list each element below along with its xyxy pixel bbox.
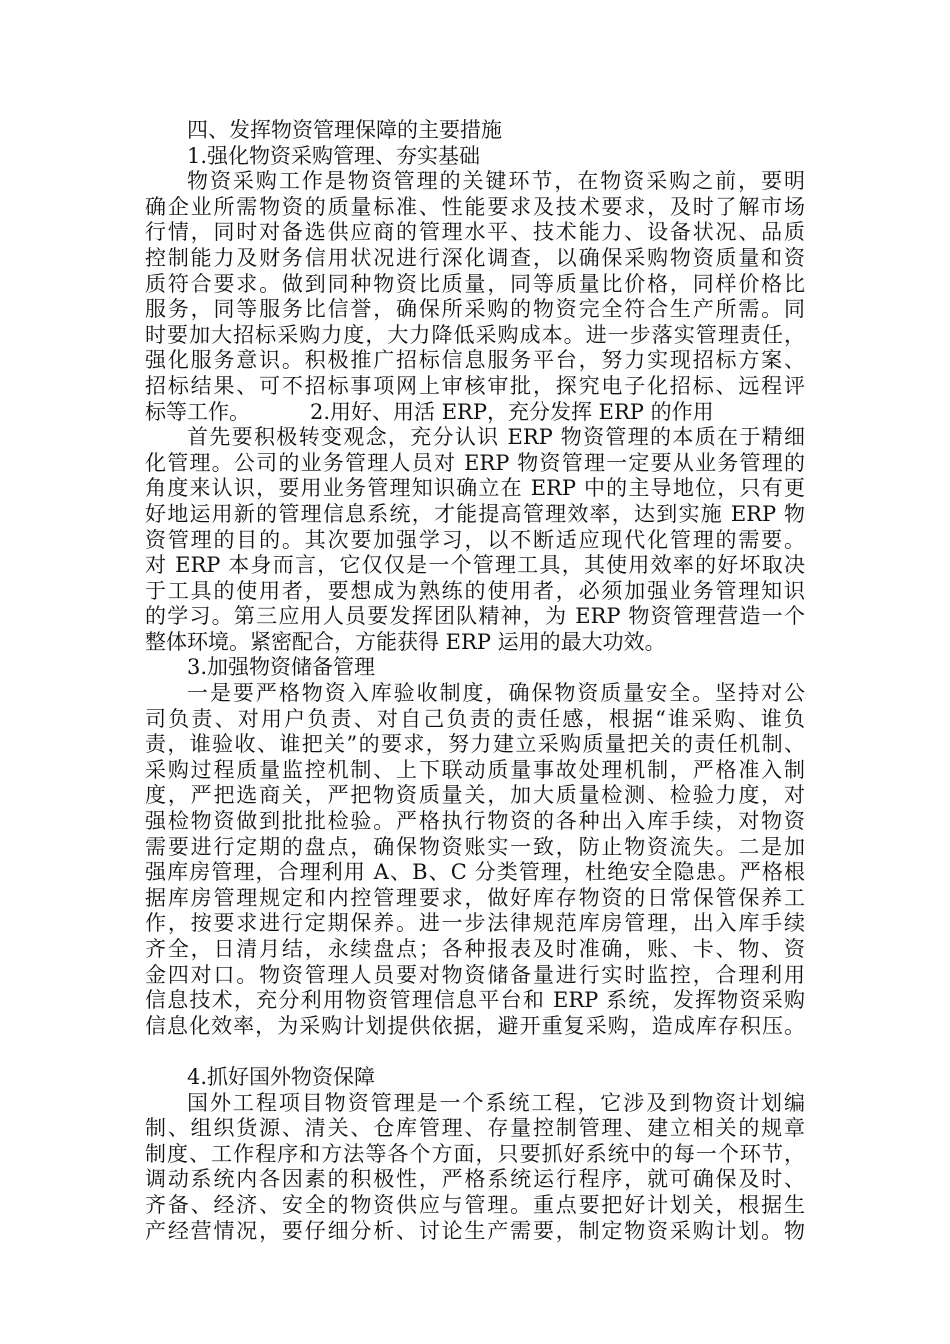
paragraph-line: 信息化效率，为采购计划提供依据，避开重复采购，造成库存积压。 [145, 1013, 805, 1038]
paragraph-line: 产经营情况，要仔细分析、讨论生产需要，制定物资采购计划。物 [145, 1218, 805, 1243]
paragraph-line: 强检物资做到批批检验。严格执行物资的各种出入库手续，对物资 [145, 809, 805, 834]
paragraph-line: 责，谁验收、谁把关”的要求，努力建立采购质量把关的责任机制、 [145, 732, 805, 757]
paragraph-line: 制、组织货源、清关、仓库管理、存量控制管理、建立相关的规章 [145, 1116, 805, 1141]
paragraph-line: 于工具的使用者，要想成为熟练的使用者，必须加强业务管理知识 [145, 578, 805, 603]
paragraph-line: 需要进行定期的盘点，确保物资账实一致，防止物资流失。二是加 [145, 834, 805, 859]
paragraph-line: 一是要严格物资入库验收制度，确保物资质量安全。坚持对公 [187, 681, 805, 706]
paragraph-line: 服务，同等服务比信誉，确保所采购的物资完全符合生产所需。同 [145, 297, 805, 322]
paragraph-line: 的学习。第三应用人员要发挥团队精神，为 ERP 物资管理营造一个 [145, 604, 805, 629]
paragraph-line-mixed [145, 400, 805, 426]
paragraph-line: 化管理。公司的业务管理人员对 ERP 物资管理一定要从业务管理的 [145, 450, 805, 475]
paragraph-line: 物资采购工作是物资管理的关键环节，在物资采购之前，要明 [187, 169, 805, 194]
paragraph-line: 国外工程项目物资管理是一个系统工程，它涉及到物资计划编 [187, 1090, 805, 1115]
paragraph-line: 行情，同时对备选供应商的管理水平、技术能力、设备状况、品质 [145, 220, 805, 245]
paragraph-line: 金四对口。物资管理人员要对物资储备量进行实时监控，合理利用 [145, 962, 805, 987]
paragraph-line: 信息技术，充分利用物资管理信息平台和 ERP 系统，发挥物资采购 [145, 988, 805, 1013]
paragraph-line: 制度、工作程序和方法等各个方面，只要抓好系统中的每一个环节， [145, 1141, 805, 1166]
paragraph-line: 调动系统内各因素的积极性，严格系统运行程序，就可确保及时、 [145, 1167, 805, 1192]
paragraph-line: 招标结果、可不招标事项网上审核审批，探究电子化招标、远程评 [145, 373, 805, 398]
subsection-heading-3: 3.加强物资储备管理 [187, 655, 376, 680]
paragraph-line: 度，严把选商关，严把物资质量关，加大质量检测、检验力度，对 [145, 783, 805, 808]
paragraph-line: 对 ERP 本身而言，它仅仅是一个管理工具，其使用效率的好坏取决 [145, 553, 805, 578]
document-body [145, 118, 805, 1244]
paragraph-line: 作，按要求进行定期保养。进一步法律规范库房管理，出入库手续 [145, 911, 805, 936]
paragraph-line: 齐全，日清月结，永续盘点；各种报表及时准确，账、卡、物、资 [145, 937, 805, 961]
section-title: 四、发挥物资管理保障的主要措施 [187, 118, 502, 142]
paragraph-line: 质符合要求。做到同种物资比质量，同等质量比价格，同样价格比 [145, 271, 805, 296]
subsection-heading-2: 2.用好、用活 ERP，充分发挥 ERP 的作用 [310, 399, 714, 424]
paragraph-line: 强库房管理，合理利用 A、B、C 分类管理，杜绝安全隐患。严格根 [145, 860, 805, 885]
paragraph-line: 时要加大招标采购力度，大力降低采购成本。进一步落实管理责任， [145, 322, 805, 347]
paragraph-line: 司负责、对用户负责、对自己负责的责任感，根据“谁采购、谁负 [145, 706, 805, 731]
subsection-heading-1: 1.强化物资采购管理、夯实基础 [187, 143, 481, 168]
paragraph-line: 据库房管理规定和内控管理要求，做好库存物资的日常保管保养工 [145, 885, 805, 910]
paragraph-line: 整体环境。紧密配合，方能获得 ERP 运用的最大功效。 [145, 629, 666, 654]
paragraph-line: 采购过程质量监控机制、上下联动质量事故处理机制，严格准入制 [145, 757, 805, 782]
paragraph-line: 角度来认识，要用业务管理知识确立在 ERP 中的主导地位，只有更 [145, 476, 805, 501]
paragraph-line: 齐备、经济、安全的物资供应与管理。重点要把好计划关，根据生 [145, 1192, 805, 1217]
subsection-heading-4: 4.抓好国外物资保障 [187, 1064, 376, 1089]
paragraph-line: 好地运用新的管理信息系统，才能提高管理效率，达到实施 ERP 物 [145, 501, 805, 526]
paragraph-line: 控制能力及财务信用状况进行深化调查，以确保采购物资质量和资 [145, 245, 805, 270]
paragraph-line: 强化服务意识。积极推广招标信息服务平台，努力实现招标方案、 [145, 348, 805, 373]
paragraph-line: 确企业所需物资的质量标准、性能要求及技术要求，及时了解市场 [145, 194, 805, 219]
blank-line [145, 1039, 805, 1065]
paragraph-line-end: 标等工作。 [145, 399, 250, 424]
paragraph-line: 首先要积极转变观念，充分认识 ERP 物资管理的本质在于精细 [187, 425, 805, 450]
paragraph-line: 资管理的目的。其次要加强学习，以不断适应现代化管理的需要。 [145, 527, 805, 552]
